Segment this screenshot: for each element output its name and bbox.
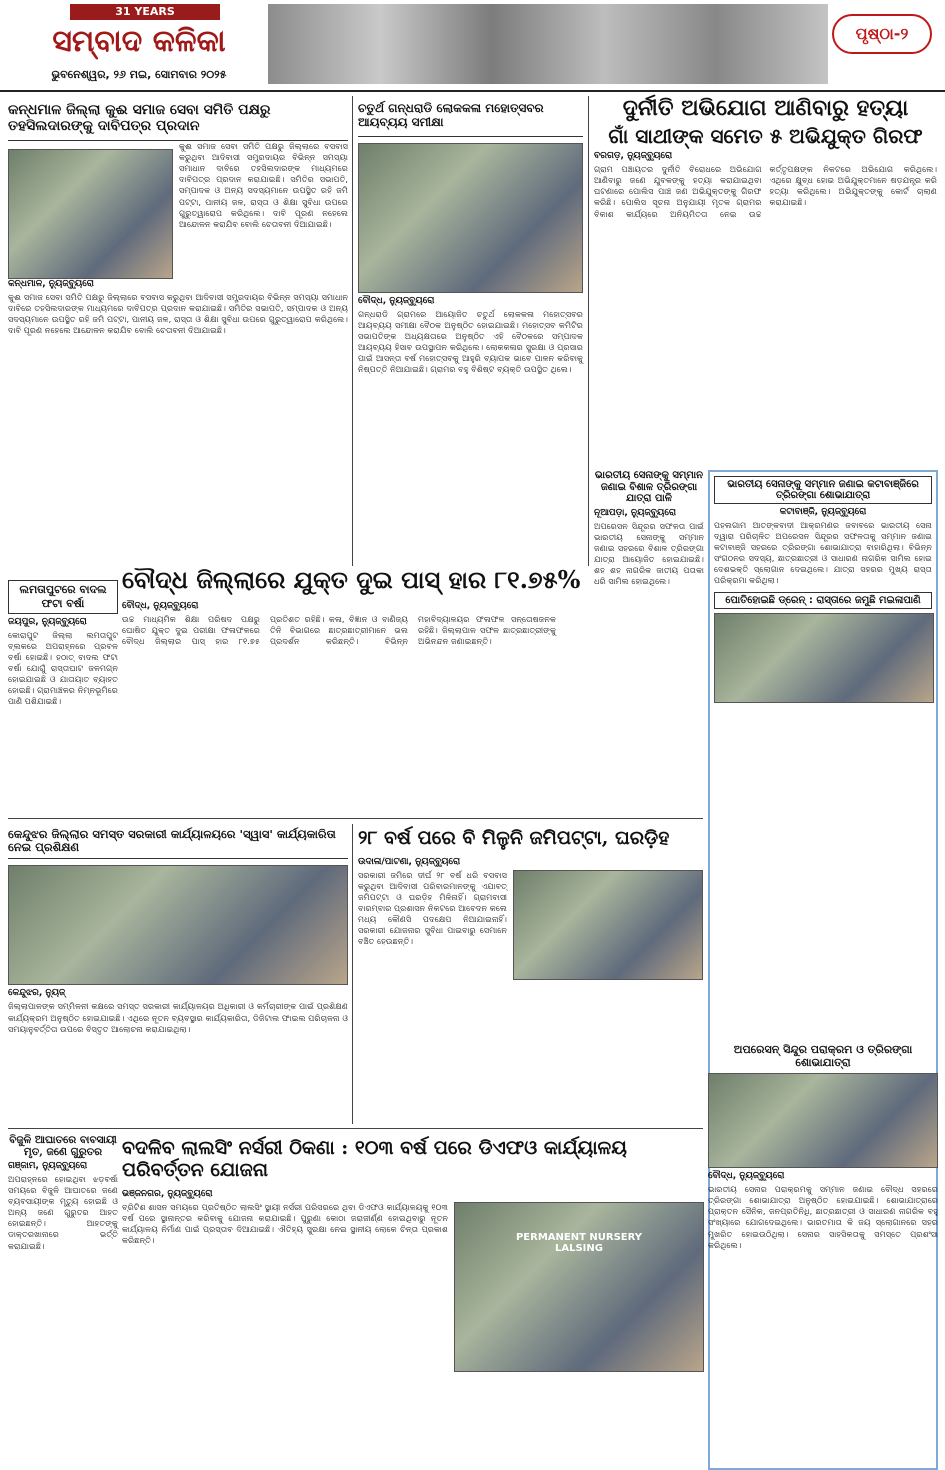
byline: ଜୟପୁର, ନ୍ୟୁଜ୍‌ବ୍ୟୁରୋ xyxy=(8,617,87,627)
article-photo xyxy=(8,865,348,985)
article-photo xyxy=(714,613,934,703)
byline: ବୌଦ୍ଧ, ନ୍ୟୁଜ୍‌ବ୍ୟୁରୋ xyxy=(358,295,435,306)
header-banner-photo xyxy=(268,4,828,84)
headline: ଭାରତୀୟ ସେନାଙ୍କୁ ସମ୍ମାନ ଜଣାଇ ବିଶାଳ ତ୍ରିରଙ୍ଗା ଯାତ୍ରା ପାଳି xyxy=(594,470,704,504)
sidebar-headline: ଭାରତୀୟ ସେନାଙ୍କୁ ସମ୍ମାନ ଜଣାଇ କଟାବାଞ୍ଜିରେ ତ୍ରିରଙ୍ଗା ଶୋଭାଯାତ୍ରା xyxy=(714,476,932,504)
byline: ବରଗଡ଼, ନ୍ୟୁଜ୍‌ବ୍ୟୁରୋ xyxy=(594,151,673,162)
dateline: ଭୁବନେଶ୍ୱର, ୨୬ ମଇ, ସୋମବାର ୨୦୨୫ xyxy=(51,68,227,81)
newspaper-logo: ସମ୍ବାଦ କଳିକା xyxy=(52,24,226,59)
headline: ବଦଳିବ ଲାଲସିଂ ନର୍ସରୀ ଠିକଣା : ୧୦୩ ବର୍ଷ ପରେ ଡିଏଫଓ କାର୍ଯ୍ୟାଳୟ ପରିବର୍ତ୍ତନ ଯୋଜନା xyxy=(122,1137,627,1181)
article-body: ଉଚ୍ଚ ମାଧ୍ୟମିକ ଶିକ୍ଷା ପରିଷଦ ପକ୍ଷରୁ ଘୋଷିତ ଯୁକ୍ତ ଦୁଇ ପରୀକ୍ଷା ଫଳାଫଳରେ ବୌଦ୍ଧ ଜିଲ୍ଲାର ପାସ୍ ହାର ୮୧.୭୫ ପ୍ରତିଶତ ରହିଛି। କଳା, ବିଜ୍ଞାନ ଓ ବାଣିଜ୍ୟ ତିନି ବିଭାଗରେ ଛାତ୍ରଛାତ୍ରୀମାନେ ଭଲ ପ୍ରଦର୍ଶନ କରିଛନ୍ତି। ବିଭିନ୍ନ ମହାବିଦ୍ୟାଳୟର ଫଳାଫଳ ସନ୍ତୋଷଜନକ ରହିଛି। ଜିଲ୍ଲାପାଳ ସଫଳ ଛାତ୍ରଛାତ୍ରୀଙ୍କୁ ଅଭିନନ୍ଦନ ଜଣାଇଛନ୍ତି। xyxy=(122,613,556,646)
article-body-cont: କୁଈ ସମାଜ ସେବା ସମିତି ପକ୍ଷରୁ ଜିଲ୍ଲାରେ ବସବାସ କରୁଥିବା ଆଦିବାସୀ ସମ୍ପ୍ରଦାୟର ବିଭିନ୍ନ ସମସ୍ୟା ସମାଧାନ ଦାବିରେ ତହସିଲଦାରଙ୍କ ମାଧ୍ୟମରେ ଦାବିପତ୍ର ପ୍ରଦାନ କରାଯାଇଛି। ସମିତିର ସଭାପତି, ସମ୍ପାଦକ ଓ ଅନ୍ୟ ସଦସ୍ୟମାନେ ଉପସ୍ଥିତ ରହି ଜମି ପଟ୍ଟା, ପାନୀୟ ଜଳ, ରାସ୍ତା ଓ ଶିକ୍ଷା ସୁବିଧା ଉପରେ ଗୁରୁତ୍ୱାରୋପ କରିଥିଲେ। ଦାବି ପୂରଣ ନହେଲେ ଆନ୍ଦୋଳନ କରାଯିବ ବୋଲି ଚେତାବନୀ ଦିଆଯାଇଛି। xyxy=(8,292,348,336)
article-lightning xyxy=(8,1134,118,1444)
byline: ବୌଦ୍ଧ, ନ୍ୟୁଜ୍‌ବ୍ୟୁରୋ xyxy=(122,600,199,611)
years-badge: 31 YEARS xyxy=(70,4,220,20)
headline-line2: ଗାଁ ସାଥୀଙ୍କ ସମେତ ୫ ଅଭିଯୁକ୍ତ ଗିରଫ xyxy=(608,124,923,149)
article-cloudburst xyxy=(8,580,118,790)
article-body: ଭାରତୀୟ ସେନାର ପରାକ୍ରମକୁ ସମ୍ମାନ ଜଣାଇ ବୌଦ୍ଧ ସହରରେ ତ୍ରିରଙ୍ଗା ଶୋଭାଯାତ୍ରା ଅନୁଷ୍ଠିତ ହୋଇଯାଇଛି। ଶୋଭାଯାତ୍ରାରେ ପ୍ରାକ୍ତନ ସୈନିକ, ଜନପ୍ରତିନିଧି, ଛାତ୍ରଛାତ୍ରୀ ଓ ସାଧାରଣ ନାଗରିକ ବହୁ ସଂଖ୍ୟାରେ ଯୋଗଦେଇଥିଲେ। ଭାରତମାତା କି ଜୟ ସ୍ଲୋଗାନରେ ସହର ମୁଖରିତ ହୋଇଉଠିଥିଲା। ସେନାର ସାହସିକତାକୁ ସମସ୍ତେ ପ୍ରଶଂସା କରିଥିଲେ। xyxy=(708,1184,938,1250)
article-body: ଅପରାହ୍ନରେ ହୋଇଥିବା ଝଡ଼ବର୍ଷା ସମୟରେ ବିଜୁଳି ଆଘାତରେ ଜଣେ ବ୍ୟବସାୟୀଙ୍କ ମୃତ୍ୟୁ ହୋଇଛି ଓ ଅନ୍ୟ ଜଣେ ଗୁରୁତର ଆହତ ହୋଇଛନ୍ତି। ଆହତଙ୍କୁ ଡାକ୍ତରଖାନାରେ ଭର୍ତ୍ତି କରାଯାଇଛି। xyxy=(8,1174,118,1251)
sidebar-headline: ପୋତିହୋଇଛି ଡ୍ରେନ୍ : ରାସ୍ତାରେ ଜମୁଛି ମଇଳାପାଣି xyxy=(714,592,932,609)
column-rule xyxy=(588,96,589,566)
headline: କେନ୍ଦୁଝର ଜିଲ୍ଲାର ସମସ୍ତ ସରକାରୀ କାର୍ଯ୍ୟାଳୟରେ 'ସ୍ୱାସ' କାର୍ଯ୍ୟକାରିତା ନେଇ ପ୍ରଶିକ୍ଷଣ xyxy=(8,824,348,859)
article-body: ଅପରେସନ ସିନ୍ଦୂରର ସଫଳତା ପାଇଁ ଭାରତୀୟ ସେନାଙ୍କୁ ସମ୍ମାନ ଜଣାଇ ସହରରେ ବିଶାଳ ତ୍ରିରଙ୍ଗା ଯାତ୍ରା ଆୟୋଜିତ ହୋଇଯାଇଛି। ଶହ ଶହ ନାଗରିକ ଜାତୀୟ ପତାକା ଧରି ସାମିଲ ହୋଇଥିଲେ। xyxy=(594,520,704,586)
headline: କନ୍ଧମାଳ ଜିଲ୍ଲା କୁଈ ସମାଜ ସେବା ସମିତି ପକ୍ଷରୁ ତହସିଲଦାରଙ୍କୁ ଦାବିପତ୍ର ପ୍ରଦାନ xyxy=(8,96,348,141)
article-land-patta xyxy=(358,824,703,1124)
article-lokakala xyxy=(358,96,583,566)
byline: ଉଦାଳା/ପାଟଣା, ନ୍ୟୁଜ୍‌ବ୍ୟୁରୋ xyxy=(358,856,461,867)
row-rule xyxy=(8,1128,703,1129)
column-rule xyxy=(352,824,353,1124)
page-number: ପୃଷ୍ଠା-୨ xyxy=(832,14,932,54)
byline: କଟାବାଞ୍ଜି, ନ୍ୟୁଜ୍‌ବ୍ୟୁରୋ xyxy=(779,507,867,517)
headline: ଚତୁର୍ଥ ଗନ୍ଧରାଡି ଲୋକକଳା ମହୋତ୍ସବର ଆୟବ୍ୟୟ ସମୀକ୍ଷା xyxy=(358,96,583,137)
headline: ୨୮ ବର୍ଷ ପରେ ବି ମିଳୁନି ଜମିପଟ୍ଟା, ଘରଡ଼ିହ xyxy=(358,827,670,849)
article-murder-arrest xyxy=(594,96,937,466)
row-rule xyxy=(8,818,703,819)
masthead xyxy=(0,0,945,92)
headline: ବୌଦ୍ଧ ଜିଲ୍ଲାରେ ଯୁକ୍ତ ଦୁଇ ପାସ୍ ହାର ୮୧.୭୫% xyxy=(122,565,581,594)
article-body: କୁଈ ସମାଜ ସେବା ସମିତି ପକ୍ଷରୁ ଜିଲ୍ଲାରେ ବସବାସ କରୁଥିବା ଆଦିବାସୀ ସମ୍ପ୍ରଦାୟର ବିଭିନ୍ନ ସମସ୍ୟା ସମାଧାନ ଦାବିରେ ତହସିଲଦାରଙ୍କ ମାଧ୍ୟମରେ ଦାବିପତ୍ର ପ୍ରଦାନ କରାଯାଇଛି। ସମିତିର ସଭାପତି, ସମ୍ପାଦକ ଓ ଅନ୍ୟ ସଦସ୍ୟମାନେ ଉପସ୍ଥିତ ରହି ଜମି ପଟ୍ଟା, ପାନୀୟ ଜଳ, ରାସ୍ତା ଓ ଶିକ୍ଷା ସୁବିଧା ଉପରେ ଗୁରୁତ୍ୱାରୋପ କରିଥିଲେ। ଦାବି ପୂରଣ ନହେଲେ ଆନ୍ଦୋଳନ କରାଯିବ ବୋଲି ଚେତାବନୀ ଦିଆଯାଇଛି। xyxy=(179,141,348,229)
article-photo xyxy=(358,143,583,293)
headline: ବିଜୁଳି ଆଘାତରେ ବାବସାୟୀ ମୃତ, ଜଣେ ଗୁରୁତର xyxy=(9,1134,117,1159)
article-body: ଗ୍ରାମ ପଞ୍ଚାୟତର ଦୁର୍ନୀତି ବିରୋଧରେ ଅଭିଯୋଗ ଆଣିବାରୁ ଜଣେ ଯୁବକଙ୍କୁ ହତ୍ୟା କରାଯାଇଥିବା ଘଟଣାରେ ପୋଲିସ ପାଞ୍ଚ ଜଣ ଅଭିଯୁକ୍ତଙ୍କୁ ଗିରଫ କରିଛି। ପୋଲିସ ସୂଚନା ଅନୁଯାୟୀ ମୃତକ ଗ୍ରାମର ବିକାଶ କାର୍ଯ୍ୟରେ ଅନିୟମିତତା ନେଇ ଉଚ୍ଚ କର୍ତ୍ତୃପକ୍ଷଙ୍କ ନିକଟରେ ଅଭିଯୋଗ କରିଥିଲେ। ଏଥିରେ କ୍ଷୁବ୍ଧ ହୋଇ ଅଭିଯୁକ୍ତମାନେ ଷଡ଼ଯନ୍ତ୍ର କରି ହତ୍ୟା କରିଥିଲେ। ଅଭିଯୁକ୍ତଙ୍କୁ କୋର୍ଟ ଚାଲାଣ କରାଯାଇଛି। xyxy=(594,164,937,219)
article-kui-samaj xyxy=(8,96,348,576)
byline: କେନ୍ଦୁଝର, ନ୍ୟୁଜ୍‌ xyxy=(8,988,66,999)
article-keonjhar-training xyxy=(8,824,348,1124)
article-body: କୋରାପୁଟ ଜିଲ୍ଲା ଲମତାପୁଟ ବ୍ଲକରେ ଅପରାହ୍ନରେ ପ୍ରବଳ ବର୍ଷା ହୋଇଛି। ହଠାତ୍ ବାଦଲ ଫଟା ବର୍ଷା ଯୋଗୁଁ ରାସ୍ତାଘାଟ ଜଳମଗ୍ନ ହୋଇଯାଇଛି ଓ ଯାତାୟାତ ବ୍ୟାହତ ହୋଇଛି। ଗ୍ରାମାଞ୍ଚଳର ନିମ୍ନଭୂମିରେ ପାଣି ପଶିଯାଇଛି। xyxy=(8,630,118,707)
article-body: ସରକାରୀ ଜମିରେ ଦୀର୍ଘ ୨୮ ବର୍ଷ ଧରି ବସବାସ କରୁଥିବା ଆଦିବାସୀ ପରିବାରମାନଙ୍କୁ ଏଯାବତ୍ ଜମିପଟ୍ଟା ଓ ଘରଡ଼ିହ ମିଳିନାହିଁ। ଗ୍ରାମବାସୀ ବାରମ୍ବାର ପ୍ରଶାସନ ନିକଟରେ ଆବେଦନ କଲେ ମଧ୍ୟ କୌଣସି ପଦକ୍ଷେପ ନିଆଯାଇନାହିଁ। ସରକାରୀ ଯୋଜନାର ସୁବିଧା ପାଇବାରୁ ସେମାନେ ବଞ୍ଚିତ ହେଉଛନ୍ତି। xyxy=(358,869,507,947)
article-plus-two-result xyxy=(122,562,704,817)
article-operation-sindoor xyxy=(708,1040,938,1445)
article-lalsing-nursery xyxy=(122,1134,704,1444)
article-photo xyxy=(8,149,173,279)
headline: ଦୁର୍ନୀତି ଅଭିଯୋଗ ଆଣିବାରୁ ହତ୍ୟା xyxy=(622,95,909,121)
article-photo xyxy=(708,1073,938,1168)
nursery-sign: PERMANENT NURSERY LALSING xyxy=(515,1231,643,1254)
byline: ଗଞ୍ଜାମ, ନ୍ୟୁଜ୍‌ବ୍ୟୁରୋ xyxy=(8,1161,88,1172)
nursery-photo xyxy=(454,1202,704,1372)
byline: ନୂଆପଡ଼ା, ନ୍ୟୁଜ୍‌ବ୍ୟୁରୋ xyxy=(594,507,676,518)
article-photo xyxy=(454,1202,704,1372)
article-photo xyxy=(513,870,703,980)
article-body: ବ୍ରିଟିଶ ଶାସନ ସମୟରେ ପ୍ରତିଷ୍ଠିତ ଲାଲସିଂ ସ୍ଥାୟୀ ନର୍ସରୀ ପରିସରରେ ଥିବା ଡିଏଫଓ କାର୍ଯ୍ୟାଳୟକୁ ୧୦୩ ବର୍ଷ ପରେ ସ୍ଥାନାନ୍ତର କରିବାକୁ ଯୋଜନା କରାଯାଇଛି। ପୁରୁଣା କୋଠା ଜରାଜୀର୍ଣ୍ଣ ହୋଇଥିବାରୁ ନୂତନ କାର୍ଯ୍ୟାଳୟ ନିର୍ମାଣ ପାଇଁ ପ୍ରସ୍ତାବ ଦିଆଯାଇଛି। ଐତିହ୍ୟ ସୁରକ୍ଷା ନେଇ ସ୍ଥାନୀୟ ଲୋକେ ଚିନ୍ତା ପ୍ରକାଶ କରିଛନ୍ତି। xyxy=(122,1201,448,1245)
article-body: ଜିଲ୍ଲାପାଳଙ୍କ ସମ୍ମିଳନୀ କକ୍ଷରେ ସମସ୍ତ ସରକାରୀ କାର୍ଯ୍ୟାଳୟର ଅଧିକାରୀ ଓ କର୍ମଚାରୀଙ୍କ ପାଇଁ ପ୍ରଶିକ୍ଷଣ କାର୍ଯ୍ୟକ୍ରମ ଅନୁଷ୍ଠିତ ହୋଇଯାଇଛି। ଏଥିରେ ନୂତନ ବ୍ୟବସ୍ଥାର କାର୍ଯ୍ୟକାରିତା, ଡିଜିଟାଲ ଫାଇଲ ପରିଚାଳନା ଓ ସମୟାନୁବର୍ତ୍ତିତା ଉପରେ ବିସ୍ତୃତ ଆଲୋଚନା କରାଯାଇଥିଲା। xyxy=(8,1001,348,1034)
headline: ଅପରେସନ୍ ସିନ୍ଦୁର ପରାକ୍ରମ ଓ ତ୍ରିରଙ୍ଗା ଶୋଭାଯାତ୍ରା xyxy=(733,1043,913,1069)
byline: କନ୍ଧମାଳ, ନ୍ୟୁଜ୍‌ବ୍ୟୁରୋ xyxy=(8,279,94,290)
byline: ବୌଦ୍ଧ, ନ୍ୟୁଜ୍‌ବ୍ୟୁରୋ xyxy=(708,1171,785,1182)
column-rule xyxy=(352,96,353,566)
article-body: ଗନ୍ଧରାଡି ଗ୍ରାମରେ ଆୟୋଜିତ ଚତୁର୍ଥ ଲୋକକଳା ମହୋତ୍ସବର ଆୟବ୍ୟୟ ସମୀକ୍ଷା ବୈଠକ ଅନୁଷ୍ଠିତ ହୋଇଯାଇଛି। ମହୋତ୍ସବ କମିଟିର ସଭାପତିଙ୍କ ଅଧ୍ୟକ୍ଷତାରେ ଅନୁଷ୍ଠିତ ଏହି ବୈଠକରେ ସମ୍ପାଦକ ଆୟବ୍ୟୟ ହିସାବ ଉପସ୍ଥାପନ କରିଥିଲେ। ଲୋକକଳାର ସୁରକ୍ଷା ଓ ପ୍ରସାର ପାଇଁ ଆସନ୍ତା ବର୍ଷ ମହୋତ୍ସବକୁ ଆହୁରି ବ୍ୟାପକ ଭାବେ ପାଳନ କରିବାକୁ ନିଷ୍ପତ୍ତି ନିଆଯାଇଛି। ଗ୍ରାମର ବହୁ ବିଶିଷ୍ଟ ବ୍ୟକ୍ତି ଉପସ୍ଥିତ ଥିଲେ। xyxy=(358,308,583,374)
article-body: ପହଲଗାମ ଆତଙ୍କବାଦୀ ଆକ୍ରମଣର ଜବାବରେ ଭାରତୀୟ ସେନା ଦ୍ୱାରା ପରିଚାଳିତ ଅପରେସନ ସିନ୍ଦୂରର ସଫଳତାକୁ ସମ୍ମାନ ଜଣାଇ କଟାବାଞ୍ଜି ସହରରେ ତ୍ରିରଙ୍ଗା ଶୋଭାଯାତ୍ରା ବାହାରିଥିଲା। ବିଭିନ୍ନ ସଂଗଠନର ସଦସ୍ୟ, ଛାତ୍ରଛାତ୍ରୀ ଓ ସାଧାରଣ ନାଗରିକ ସାମିଲ ହୋଇ ଦେଶଭକ୍ତି ସ୍ଲୋଗାନ ଦେଇଥିଲେ। ଯାତ୍ରା ସହରର ମୁଖ୍ୟ ରାସ୍ତା ପରିକ୍ରମା କରିଥିଲା। xyxy=(714,520,932,586)
headline: ଲମତାପୁଟରେ ବାଦଲ ଫଟା ବର୍ଷା xyxy=(8,580,118,614)
byline: ଭଞ୍ଜନଗର, ନ୍ୟୁଜ୍‌ବ୍ୟୁରୋ xyxy=(122,1188,213,1199)
